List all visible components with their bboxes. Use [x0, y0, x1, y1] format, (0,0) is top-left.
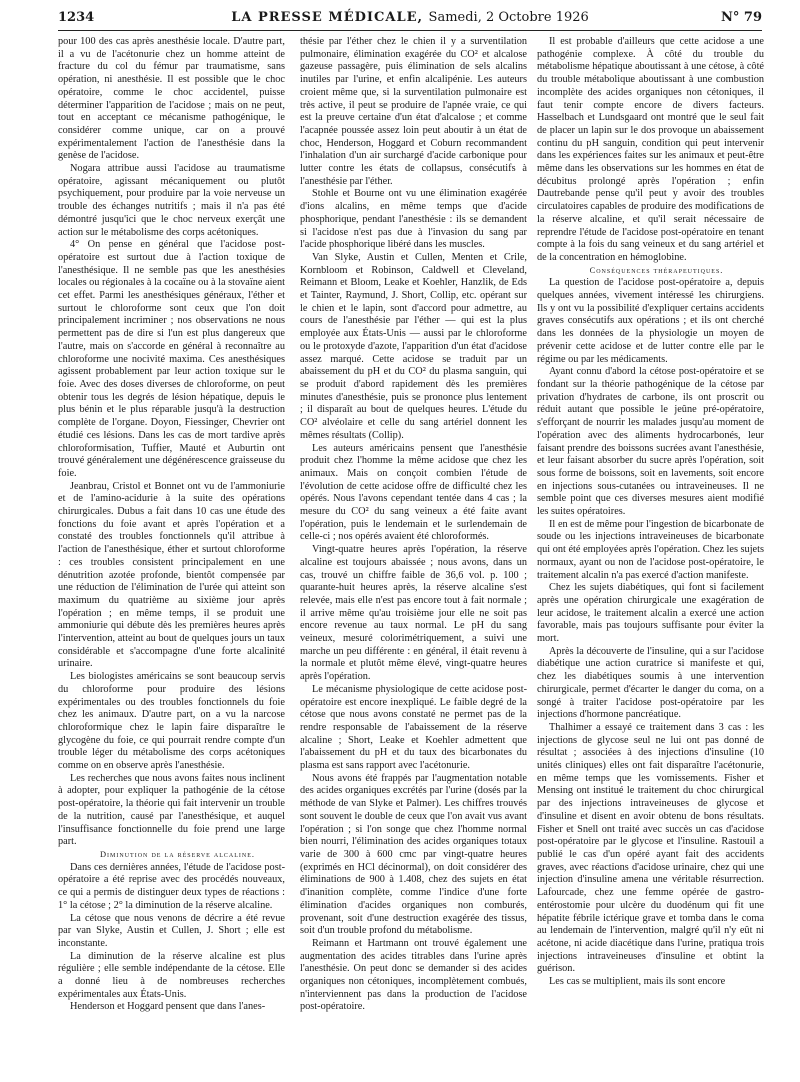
paragraph: Jeanbrau, Cristol et Bonnet ont vu de l'ammoniurie et de l'amino-acidurie à la suite des opérations chirurgicales. Dubus a fait dans 10 cas une étude des fonctions du foie avant et après l'opération et a constaté des troubles fonctionnels qu'il attribue à l'action de l'anesthésique, éther et surtout chloroforme : ces troubles consistent principalement en une dénutrition azotée profonde, bientôt compensée par une réduction de l'élimination de l'urée qui atteint son maximum du quatrième au sixième jour après l'opération ; en même temps, il se produit une ammoniurie qui débute dès les premières heures après l'intervention, atteint au bout de quelques jours un taux considérable et s'accompagne d'une forte alcalinité urinaire.	[58, 480, 285, 670]
paragraph: Nogara attribue aussi l'acidose au traumatisme opératoire, agissant mécaniquement ou plutôt psychiquement, pour produire par la voie nerveuse un trouble des échanges nutritifs ; mais il n'a pas été démontré jusqu'ici que le choc nerveux exerçât une action sur le métabolisme des corps acétoniques.	[58, 163, 285, 238]
issue-date: Samedi, 2 Octobre 1926	[428, 10, 589, 25]
paragraph: Ayant connu d'abord la cétose post-opératoire et se fondant sur la théorie pathogénique de la cétose par privation d'hydrates de carbone, ils ont proscrit ou réduit autant que possible le jeûne pré-opératoire, s'efforçant de nourrir les malades jusqu'au moment de l'opération avec des aliments hydrocarbonés, leur faisant prendre des boissons sucrées avant l'anesthésie, et leur faisant absorber du sucre après l'opération, soit sous forme de boissons, soit en lavements, soit encore en injections sous-cutanées ou intraveineuses. Il ne semble point que ces diverses mesures aient modifié les suites opératoires.	[537, 366, 764, 518]
header-rule	[58, 30, 762, 31]
paragraph: Les biologistes américains se sont beaucoup servis du chloroforme pour produire des lésions expérimentales ou des troubles fonctionnels du foie chez les animaux. D'autre part, on a vu la narcose chloroformique chez le lapin faire disparaître le glycogène du foie, ce qui pourrait rendre compte d'un trouble léger du métabolisme des corps acétoniques comme on en observe après l'anesthésie.	[58, 671, 285, 772]
paragraph: Après la découverte de l'insuline, qui a sur l'acidose diabétique une action curatrice si manifeste et qui, chez les diabétiques soumis à une intervention chirurgicale, permet d'écarter le danger du coma, on a songé à traiter l'acidose post-opératoire par les injections d'hormone pancréatique.	[537, 645, 764, 721]
paragraph: Nous avons été frappés par l'augmentation notable des acides organiques excrétés par l'urine (dosés par la méthode de van Slyke et Palmer). Les chiffres trouvés sont souvent le double de ceux que l'on avait vus avant l'opération ; si l'on songe que chez l'homme normal bien nourri, l'élimination des acides organiques totaux varie de 300 à 600 cmc par vingt-quatre heures (exprimés en HCl décinormal), on doit considérer des éliminations de 900 à 1.408, chez des sujets en état d'inanition complète, comme l'indice d'une forte élimination d'acides organiques non comburés, provenant, soit d'une destruction exagérée des tissus, soit d'un trouble profond du métabolisme.	[300, 772, 527, 937]
paragraph: Chez les sujets diabétiques, qui font si facilement après une opération chirurgicale une exagération de leur acidose, le traitement alcalin a exercé une action favorable, mais pas toujours suffisante pour éviter la mort.	[537, 582, 764, 645]
paragraph: Le mécanisme physiologique de cette acidose post-opératoire est encore inexpliqué. Le faible degré de la cétose que nous avons constaté ne permet pas de la rendre responsable de l'abaissement de la réserve alcaline ; Short, Leake et Koehler admettent que l'abaissement du pH et du taux des bicarbonates du plasma est sans rapport avec l'acétonurie.	[300, 683, 527, 772]
issue-number: N° 79	[721, 10, 762, 25]
paragraph: thésie par l'éther chez le chien il y a surventilation pulmonaire, élimination exagérée du CO² et alcalose gazeuse passagère, puis élimination de sels alcalins inutiles par l'urine, et enfin alcalipénie. Les auteurs croient même que, si la surventilation pulmonaire est très active, il peut se produire de l'apnée vraie, ce qui est la preuve certaine d'un état d'alcalose ; et comme l'acapnée poussée assez loin peut aboutir à un état de choc, Henderson, Hoggard et Coburn recommandent l'inhalation d'un air surchargé d'acide carbonique pour lutter contre les états de collapsus, consécutifs à l'anesthésie par l'éther.	[300, 36, 527, 187]
paragraph: Il est probable d'ailleurs que cette acidose a une pathogénie complexe. À côté du trouble du métabolisme hépatique aboutissant à une cétose, à côté du trouble métabolique aboutissant à une combustion incomplète des acides organiques non cétoniques, il faut tenir compte encore de divers facteurs. Hasselbach et Lundsgaard ont montré que le seul fait de placer un lapin sur le dos provoque un abaissement continu du pH sanguin, condition qui peut intervenir dans les expériences faites sur les animaux et peut-être même dans les observations sur les hommes en état de décubitus prolongé après l'opération ; enfin Dautrebande pense qu'il peut y avoir des troubles circulatoires capables de produire des modifications de la réserve alcaline, et qu'il serait nécessaire de reprendre l'étude de l'acidose post-opératoire en tenant compte à la fois du sang veineux et du sang artériel et de la concentration en hémoglobine.	[537, 36, 764, 263]
paragraph: Stohle et Bourne ont vu une élimination exagérée d'ions alcalins, en même temps que d'acide phosphorique, pendant l'anesthésie : ils se demandent si l'acidose n'est pas due à l'invasion du sang par l'acide phosphorique libéré dans les muscles.	[300, 188, 527, 251]
paragraph: Thalhimer a essayé ce traitement dans 3 cas : les injections de glycose seul ne lui ont pas donné de résultat ; associées à des injections d'insuline (10 unités cliniques) elles ont fait disparaître l'acétonurie, en même temps que les vomissements. Fisher et Mensing ont institué le traitement du choc chirurgical par des injections intraveineuses de glycose et d'insuline et disent en avoir obtenu de bons résultats. Fisher et Snell ont traité avec succès un cas d'acidose post-opératoire par le glycose et l'insuline. Rastouil a publié le cas d'un opéré ayant fait des accidents graves, avec réactions d'acidose urinaire, chez qui une injection d'insuline amena une véritable résurrection. Lafourcade, chez une femme opérée de gastro-entérostomie pour ulcère du duodénum qui fit une hépatite fébrile ictérique grave et tomba dans le coma au lendemain de l'intervention, malgré qu'il n'y eût ni acétone, ni acide diacétique dans l'urine, pratiqua trois injections intraveineuses d'insuline et obtint la guérison.	[537, 721, 764, 975]
page-header	[58, 6, 762, 32]
paragraph: 4° On pense en général que l'acidose post-opératoire est surtout due à l'action toxique de l'anesthésique. Il ne semble pas que les anesthésies locales ou régionales à la cocaïne ou à la stovaïne aient cet effet. Parmi les anesthésiques généraux, l'éther et surtout le chloroforme sont ceux que l'on doit principalement incriminer ; nos observations ne nous permettent pas de dire si l'un est plus dangereux que l'autre, mais on s'accorde en général à reconnaître au chloroforme une nocivité maxima. Ces anesthésiques agissent probablement par leur action toxique sur le foie. Avec des doses diverses de chloroforme, on peut obtenir tous les degrés de lésion hépatique, depuis le plus bénin et le plus réparable jusqu'à la destruction complète de l'organe. Doyon, Fiessinger, Chevrier ont étudié ces lésions. Dans les cas de mort tardive après chloroformisation, Tuffier, Mauté et Auburtin ont trouvé généralement une dégénérescence graisseuse du foie.	[58, 239, 285, 479]
paragraph: La question de l'acidose post-opératoire a, depuis quelques années, vivement intéressé les chirurgiens. Ils y ont vu la possibilité d'expliquer certains accidents graves consécutifs aux opérations ; et ils ont cherché dans les données de la physiologie un moyen de prévenir cette acidose et de lutter contre elle par le régime ou par les médicaments.	[537, 277, 764, 365]
paragraph: Henderson et Hoggard pensent que dans l'anes-	[70, 1001, 266, 1013]
paragraph: Dans ces dernières années, l'étude de l'acidose post-opératoire a été reprise avec des procédés nouveaux, ce qui a permis de distinguer deux types de réactions : 1° la cétose ; 2° la diminution de la réserve alcaline.	[58, 861, 285, 911]
section-heading: Diminution de la réserve alcaline.	[99, 850, 256, 859]
paragraph: Les cas se multiplient, mais ils sont encore	[549, 976, 726, 988]
section-heading: Conséquences thérapeutiques.	[589, 265, 724, 275]
text-column-1	[58, 36, 285, 1076]
paragraph: Il en est de même pour l'ingestion de bicarbonate de soude ou les injections intraveineuses de bicarbonate qui ont été employées après l'opération. Chez les sujets normaux, ayant ou non de l'acidose post-opératoire, le traitement alcalin n'a pas exercé d'action manifeste.	[537, 518, 764, 581]
paragraph: Van Slyke, Austin et Cullen, Menten et Crile, Kornbloom et Robinson, Caldwell et Cleveland, Reimann et Bloom, Leake et Koehler, Hanzlik, de Eds et Tainter, Raymund, J. Short, Collip, etc. opérant sur le chien et le lapin, sont d'accord pour admettre, au cours de l'anesthésie par l'éther — qui est la plus employée aux États-Unis — aussi par le chloroforme ou le protoxyde d'azote, l'apparition d'un état d'acidose assez marqué. Cette acidose se traduit par un abaissement du pH et du CO² du plasma sanguin, qui se produit d'abord rapidement dès les premières minutes d'anesthésie, puis se prononce plus lentement ; il disparaît au bout de quelques heures. L'étude du CO² alvéolaire et celle du sang artériel donnent les mêmes résultats (Collip).	[300, 251, 527, 441]
paragraph: pour 100 des cas après anesthésie locale. D'autre part, il a vu de l'acétonurie chez un homme atteint de fracture du col du fémur par traumatisme, sans opération, ni anesthésie. Il est possible que le choc opératoire, comme le choc accidentel, puisse déterminer l'apparition de l'acidose ; mais on ne peut, tout en acceptant ce mécanisme pathogénique, le considérer comme unique, car on a prouvé expérimentalement l'action de l'anesthésie dans la genèse de l'acidose.	[58, 36, 285, 162]
running-title	[58, 10, 762, 25]
paragraph: Les recherches que nous avons faites nous inclinent à adopter, pour expliquer la pathogénie de la cétose post-opératoire, la théorie qui fait intervenir un trouble de la nutrition, causé par l'anesthésique, et auquel l'insuffisance fonctionnelle du foie prend une large part.	[58, 772, 285, 848]
text-column-2	[300, 36, 527, 1076]
page-number: 1234	[58, 10, 95, 25]
journal-name: LA PRESSE MÉDICALE,	[231, 10, 424, 25]
paragraph: Vingt-quatre heures après l'opération, la réserve alcaline est toujours abaissée ; nous avons, dans un cas, trouvé un chiffre faible de 36,6 vol. p. 100 ; quarante-huit heures après, la réserve alcaline s'est relevée, mais elle n'est pas encore tout à fait normale ; il arrive même qu'au troisième jour elle ne soit pas encore revenue au taux normal. Le pH du sang veineux, mesuré colorimétriquement, a suivi une marche un peu différente : en général, il était revenu à la normale et plutôt même élevé, vingt-quatre heures après l'opération.	[300, 544, 527, 683]
paragraph: Les auteurs américains pensent que l'anesthésie produit chez l'homme la même acidose que chez les animaux. Mais on conçoit combien l'étude de l'évolution de cette acidose offre de difficulté chez les opérés. Nous l'avons cependant tentée dans 4 cas ; la mesure du CO² du sang veineux a été faite avant l'opération, puis le lendemain et le surlendemain de celle-ci ; nos opérés avaient été chloroformés.	[300, 442, 527, 543]
paragraph: La cétose que nous venons de décrire a été revue par van Slyke, Austin et Cullen, J. Short ; elle est inconstante.	[58, 912, 285, 949]
paragraph: Reimann et Hartmann ont trouvé également une augmentation des acides titrables dans l'urine après l'anesthésie. On peut donc se demander si des acides organiques non cétoniques, incomplètement combués, n'interviennent pas dans la production de l'acidose post-opératoire.	[300, 937, 527, 1013]
paragraph: La diminution de la réserve alcaline est plus régulière ; elle semble indépendante de la cétose. Elle a donné lieu à de nombreuses recherches expérimentales aux États-Unis.	[58, 950, 285, 1000]
text-column-3	[537, 36, 764, 1076]
